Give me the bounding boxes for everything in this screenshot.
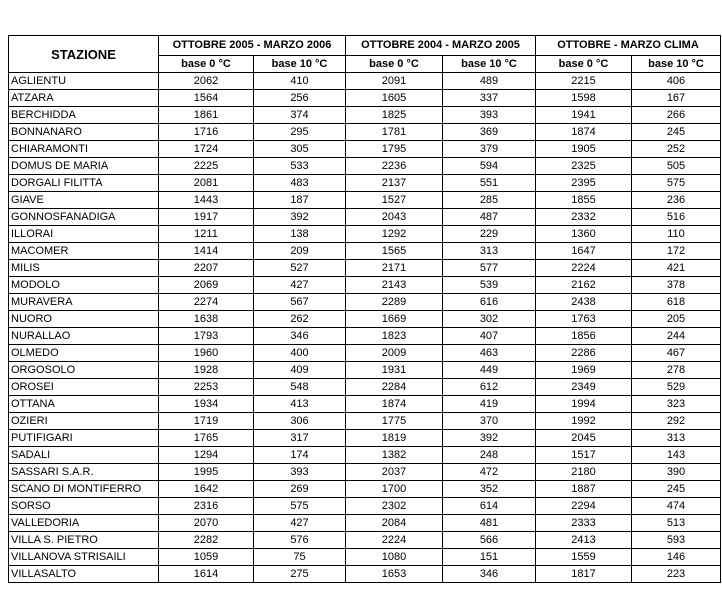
base-10-header: base 10 °C <box>443 56 536 73</box>
period-header-clima: OTTOBRE - MARZO CLIMA <box>536 36 721 56</box>
station-name-cell: OLMEDO <box>9 345 159 362</box>
station-name-cell: SCANO DI MONTIFERRO <box>9 481 159 498</box>
base0-2004-2005-cell: 1669 <box>346 311 443 328</box>
base0-2004-2005-cell: 2302 <box>346 498 443 515</box>
base10-2005-2006-cell: 306 <box>254 413 346 430</box>
base0-clima-cell: 1360 <box>536 226 632 243</box>
base0-2004-2005-cell: 1382 <box>346 447 443 464</box>
base10-2004-2005-cell: 248 <box>443 447 536 464</box>
base10-clima-cell: 513 <box>632 515 721 532</box>
station-name-cell: VILLA S. PIETRO <box>9 532 159 549</box>
table-row <box>9 464 721 481</box>
base0-2005-2006-cell: 1765 <box>159 430 254 447</box>
base10-2005-2006-cell: 527 <box>254 260 346 277</box>
base0-2004-2005-cell: 1653 <box>346 566 443 583</box>
base0-clima-cell: 2438 <box>536 294 632 311</box>
table-row <box>9 498 721 515</box>
table-row <box>9 141 721 158</box>
base10-2005-2006-cell: 295 <box>254 124 346 141</box>
table-row <box>9 226 721 243</box>
station-name-cell: SADALI <box>9 447 159 464</box>
base10-clima-cell: 292 <box>632 413 721 430</box>
base10-2004-2005-cell: 612 <box>443 379 536 396</box>
base0-2004-2005-cell: 1931 <box>346 362 443 379</box>
base0-2004-2005-cell: 2091 <box>346 73 443 90</box>
station-column-header: STAZIONE <box>9 36 159 73</box>
base0-2005-2006-cell: 2316 <box>159 498 254 515</box>
table-body <box>9 73 721 583</box>
base0-clima-cell: 2224 <box>536 260 632 277</box>
base10-2005-2006-cell: 567 <box>254 294 346 311</box>
base10-2005-2006-cell: 346 <box>254 328 346 345</box>
base10-2005-2006-cell: 209 <box>254 243 346 260</box>
base0-2004-2005-cell: 2171 <box>346 260 443 277</box>
base-0-header: base 0 °C <box>346 56 443 73</box>
base10-2004-2005-cell: 489 <box>443 73 536 90</box>
base10-clima-cell: 529 <box>632 379 721 396</box>
table-row <box>9 396 721 413</box>
base10-2005-2006-cell: 393 <box>254 464 346 481</box>
base0-2005-2006-cell: 1917 <box>159 209 254 226</box>
base0-2004-2005-cell: 2224 <box>346 532 443 549</box>
station-name-cell: GONNOSFANADIGA <box>9 209 159 226</box>
base10-2004-2005-cell: 379 <box>443 141 536 158</box>
station-name-cell: MILIS <box>9 260 159 277</box>
base10-2005-2006-cell: 409 <box>254 362 346 379</box>
base10-2005-2006-cell: 413 <box>254 396 346 413</box>
base10-clima-cell: 205 <box>632 311 721 328</box>
table-row <box>9 124 721 141</box>
base10-2004-2005-cell: 594 <box>443 158 536 175</box>
base0-clima-cell: 2162 <box>536 277 632 294</box>
station-name-cell: AGLIENTU <box>9 73 159 90</box>
base10-2005-2006-cell: 75 <box>254 549 346 566</box>
station-name-cell: GIAVE <box>9 192 159 209</box>
base-10-header: base 10 °C <box>632 56 721 73</box>
base0-2004-2005-cell: 2236 <box>346 158 443 175</box>
base10-2004-2005-cell: 407 <box>443 328 536 345</box>
base10-2004-2005-cell: 370 <box>443 413 536 430</box>
base0-2004-2005-cell: 1819 <box>346 430 443 447</box>
base0-clima-cell: 2395 <box>536 175 632 192</box>
base10-clima-cell: 516 <box>632 209 721 226</box>
base-0-header: base 0 °C <box>159 56 254 73</box>
base0-2004-2005-cell: 2009 <box>346 345 443 362</box>
table-row <box>9 73 721 90</box>
base10-2004-2005-cell: 449 <box>443 362 536 379</box>
base0-2005-2006-cell: 2274 <box>159 294 254 311</box>
base10-2005-2006-cell: 427 <box>254 515 346 532</box>
table-row <box>9 566 721 583</box>
station-name-cell: MURAVERA <box>9 294 159 311</box>
base0-clima-cell: 2294 <box>536 498 632 515</box>
base0-clima-cell: 1874 <box>536 124 632 141</box>
base10-2005-2006-cell: 305 <box>254 141 346 158</box>
header-row-periods <box>9 36 721 56</box>
base10-clima-cell: 278 <box>632 362 721 379</box>
base10-clima-cell: 593 <box>632 532 721 549</box>
base10-clima-cell: 236 <box>632 192 721 209</box>
base0-2004-2005-cell: 1825 <box>346 107 443 124</box>
base10-2004-2005-cell: 352 <box>443 481 536 498</box>
station-name-cell: BERCHIDDA <box>9 107 159 124</box>
station-name-cell: CHIARAMONTI <box>9 141 159 158</box>
base0-2005-2006-cell: 1861 <box>159 107 254 124</box>
base0-2005-2006-cell: 2282 <box>159 532 254 549</box>
base10-2004-2005-cell: 566 <box>443 532 536 549</box>
table-row <box>9 175 721 192</box>
table-row <box>9 532 721 549</box>
base10-2005-2006-cell: 174 <box>254 447 346 464</box>
base10-clima-cell: 474 <box>632 498 721 515</box>
base10-2005-2006-cell: 483 <box>254 175 346 192</box>
station-name-cell: NUORO <box>9 311 159 328</box>
base0-2005-2006-cell: 1716 <box>159 124 254 141</box>
base10-clima-cell: 378 <box>632 277 721 294</box>
degree-days-table <box>8 35 721 583</box>
table-row <box>9 158 721 175</box>
base10-clima-cell: 244 <box>632 328 721 345</box>
base10-2005-2006-cell: 548 <box>254 379 346 396</box>
base0-2005-2006-cell: 2225 <box>159 158 254 175</box>
base0-2004-2005-cell: 2037 <box>346 464 443 481</box>
base10-clima-cell: 245 <box>632 481 721 498</box>
base10-clima-cell: 618 <box>632 294 721 311</box>
base0-clima-cell: 1941 <box>536 107 632 124</box>
base0-2005-2006-cell: 2081 <box>159 175 254 192</box>
base0-2005-2006-cell: 1934 <box>159 396 254 413</box>
base10-2005-2006-cell: 269 <box>254 481 346 498</box>
station-name-cell: VILLASALTO <box>9 566 159 583</box>
station-name-cell: VILLANOVA STRISAILI <box>9 549 159 566</box>
base10-clima-cell: 252 <box>632 141 721 158</box>
base10-clima-cell: 575 <box>632 175 721 192</box>
table-row <box>9 90 721 107</box>
table-row <box>9 362 721 379</box>
base0-2005-2006-cell: 2070 <box>159 515 254 532</box>
base0-clima-cell: 1598 <box>536 90 632 107</box>
station-name-cell: OTTANA <box>9 396 159 413</box>
base0-2004-2005-cell: 2143 <box>346 277 443 294</box>
base0-2005-2006-cell: 1960 <box>159 345 254 362</box>
base10-2005-2006-cell: 138 <box>254 226 346 243</box>
base10-2004-2005-cell: 346 <box>443 566 536 583</box>
base0-clima-cell: 2325 <box>536 158 632 175</box>
base10-clima-cell: 245 <box>632 124 721 141</box>
table-row <box>9 209 721 226</box>
base10-2005-2006-cell: 187 <box>254 192 346 209</box>
base10-2004-2005-cell: 337 <box>443 90 536 107</box>
base0-2004-2005-cell: 2289 <box>346 294 443 311</box>
station-name-cell: MACOMER <box>9 243 159 260</box>
base10-clima-cell: 323 <box>632 396 721 413</box>
base0-2005-2006-cell: 1443 <box>159 192 254 209</box>
base0-2005-2006-cell: 1294 <box>159 447 254 464</box>
base10-2005-2006-cell: 256 <box>254 90 346 107</box>
base0-clima-cell: 1855 <box>536 192 632 209</box>
base10-2004-2005-cell: 302 <box>443 311 536 328</box>
station-name-cell: SASSARI S.A.R. <box>9 464 159 481</box>
base0-2004-2005-cell: 1775 <box>346 413 443 430</box>
base10-2004-2005-cell: 577 <box>443 260 536 277</box>
base10-clima-cell: 146 <box>632 549 721 566</box>
base10-2004-2005-cell: 463 <box>443 345 536 362</box>
table-row <box>9 107 721 124</box>
station-name-cell: BONNANARO <box>9 124 159 141</box>
base0-clima-cell: 1969 <box>536 362 632 379</box>
base10-2004-2005-cell: 551 <box>443 175 536 192</box>
table-row <box>9 243 721 260</box>
base0-2005-2006-cell: 1614 <box>159 566 254 583</box>
base0-2004-2005-cell: 2137 <box>346 175 443 192</box>
base10-2005-2006-cell: 262 <box>254 311 346 328</box>
base0-2005-2006-cell: 1793 <box>159 328 254 345</box>
base0-2004-2005-cell: 1874 <box>346 396 443 413</box>
base10-2004-2005-cell: 616 <box>443 294 536 311</box>
base-10-header: base 10 °C <box>254 56 346 73</box>
station-name-cell: PUTIFIGARI <box>9 430 159 447</box>
base10-2004-2005-cell: 285 <box>443 192 536 209</box>
base0-2005-2006-cell: 1564 <box>159 90 254 107</box>
table-row <box>9 481 721 498</box>
base10-clima-cell: 313 <box>632 430 721 447</box>
base0-2005-2006-cell: 2207 <box>159 260 254 277</box>
station-name-cell: ILLORAI <box>9 226 159 243</box>
base0-2005-2006-cell: 1638 <box>159 311 254 328</box>
base0-2004-2005-cell: 2084 <box>346 515 443 532</box>
base0-clima-cell: 2180 <box>536 464 632 481</box>
base0-2004-2005-cell: 2284 <box>346 379 443 396</box>
base0-clima-cell: 2332 <box>536 209 632 226</box>
base10-clima-cell: 390 <box>632 464 721 481</box>
base0-clima-cell: 1517 <box>536 447 632 464</box>
base10-2005-2006-cell: 374 <box>254 107 346 124</box>
base0-2004-2005-cell: 1795 <box>346 141 443 158</box>
table-row <box>9 311 721 328</box>
base0-2005-2006-cell: 1642 <box>159 481 254 498</box>
base10-2004-2005-cell: 614 <box>443 498 536 515</box>
base10-clima-cell: 266 <box>632 107 721 124</box>
table-row <box>9 549 721 566</box>
base0-2005-2006-cell: 1059 <box>159 549 254 566</box>
base0-2004-2005-cell: 1565 <box>346 243 443 260</box>
base0-clima-cell: 1994 <box>536 396 632 413</box>
base10-2004-2005-cell: 392 <box>443 430 536 447</box>
base0-clima-cell: 2045 <box>536 430 632 447</box>
base0-clima-cell: 2286 <box>536 345 632 362</box>
station-name-cell: VALLEDORIA <box>9 515 159 532</box>
base10-2005-2006-cell: 410 <box>254 73 346 90</box>
base10-2005-2006-cell: 392 <box>254 209 346 226</box>
base0-clima-cell: 1817 <box>536 566 632 583</box>
station-name-cell: SORSO <box>9 498 159 515</box>
table-row <box>9 379 721 396</box>
base10-2004-2005-cell: 487 <box>443 209 536 226</box>
base0-2004-2005-cell: 1605 <box>346 90 443 107</box>
table-row <box>9 430 721 447</box>
base0-2005-2006-cell: 1211 <box>159 226 254 243</box>
table-row <box>9 260 721 277</box>
station-name-cell: OROSEI <box>9 379 159 396</box>
base10-2004-2005-cell: 419 <box>443 396 536 413</box>
base0-2004-2005-cell: 1292 <box>346 226 443 243</box>
station-name-cell: ORGOSOLO <box>9 362 159 379</box>
base10-2005-2006-cell: 576 <box>254 532 346 549</box>
base10-2004-2005-cell: 393 <box>443 107 536 124</box>
base0-2004-2005-cell: 1080 <box>346 549 443 566</box>
base0-2005-2006-cell: 1724 <box>159 141 254 158</box>
base0-2005-2006-cell: 1719 <box>159 413 254 430</box>
station-name-cell: ATZARA <box>9 90 159 107</box>
base0-clima-cell: 1559 <box>536 549 632 566</box>
base10-clima-cell: 110 <box>632 226 721 243</box>
base0-clima-cell: 2413 <box>536 532 632 549</box>
period-header-2004-2005: OTTOBRE 2004 - MARZO 2005 <box>346 36 536 56</box>
period-header-2005-2006: OTTOBRE 2005 - MARZO 2006 <box>159 36 346 56</box>
base10-clima-cell: 505 <box>632 158 721 175</box>
table-row <box>9 515 721 532</box>
table-row <box>9 345 721 362</box>
station-name-cell: DOMUS DE MARIA <box>9 158 159 175</box>
table-row <box>9 277 721 294</box>
base0-clima-cell: 1887 <box>536 481 632 498</box>
base0-clima-cell: 1856 <box>536 328 632 345</box>
table-row <box>9 328 721 345</box>
base0-2005-2006-cell: 2062 <box>159 73 254 90</box>
base0-clima-cell: 1905 <box>536 141 632 158</box>
base10-2004-2005-cell: 481 <box>443 515 536 532</box>
base10-2004-2005-cell: 151 <box>443 549 536 566</box>
table-row <box>9 413 721 430</box>
base10-2005-2006-cell: 400 <box>254 345 346 362</box>
base10-clima-cell: 421 <box>632 260 721 277</box>
base10-2005-2006-cell: 275 <box>254 566 346 583</box>
base0-clima-cell: 1763 <box>536 311 632 328</box>
station-name-cell: MODOLO <box>9 277 159 294</box>
table-row <box>9 447 721 464</box>
base0-2004-2005-cell: 1823 <box>346 328 443 345</box>
base10-2004-2005-cell: 472 <box>443 464 536 481</box>
station-name-cell: NURALLAO <box>9 328 159 345</box>
base-0-header: base 0 °C <box>536 56 632 73</box>
base10-clima-cell: 223 <box>632 566 721 583</box>
base10-2004-2005-cell: 369 <box>443 124 536 141</box>
base10-2005-2006-cell: 427 <box>254 277 346 294</box>
base10-clima-cell: 143 <box>632 447 721 464</box>
base10-2005-2006-cell: 533 <box>254 158 346 175</box>
base10-clima-cell: 172 <box>632 243 721 260</box>
base0-clima-cell: 2349 <box>536 379 632 396</box>
table-row <box>9 192 721 209</box>
base0-2005-2006-cell: 1414 <box>159 243 254 260</box>
base0-2005-2006-cell: 1928 <box>159 362 254 379</box>
base0-2004-2005-cell: 2043 <box>346 209 443 226</box>
base0-2005-2006-cell: 1995 <box>159 464 254 481</box>
table-row <box>9 294 721 311</box>
base10-2004-2005-cell: 539 <box>443 277 536 294</box>
base10-2004-2005-cell: 229 <box>443 226 536 243</box>
base10-clima-cell: 167 <box>632 90 721 107</box>
base0-2005-2006-cell: 2069 <box>159 277 254 294</box>
base0-clima-cell: 2333 <box>536 515 632 532</box>
base0-clima-cell: 2215 <box>536 73 632 90</box>
base0-clima-cell: 1992 <box>536 413 632 430</box>
base10-2005-2006-cell: 575 <box>254 498 346 515</box>
base10-2004-2005-cell: 313 <box>443 243 536 260</box>
base0-clima-cell: 1647 <box>536 243 632 260</box>
base0-2004-2005-cell: 1781 <box>346 124 443 141</box>
base0-2005-2006-cell: 2253 <box>159 379 254 396</box>
base10-clima-cell: 406 <box>632 73 721 90</box>
base10-2005-2006-cell: 317 <box>254 430 346 447</box>
station-name-cell: DORGALI FILITTA <box>9 175 159 192</box>
base0-2004-2005-cell: 1700 <box>346 481 443 498</box>
base0-2004-2005-cell: 1527 <box>346 192 443 209</box>
base10-clima-cell: 467 <box>632 345 721 362</box>
station-name-cell: OZIERI <box>9 413 159 430</box>
